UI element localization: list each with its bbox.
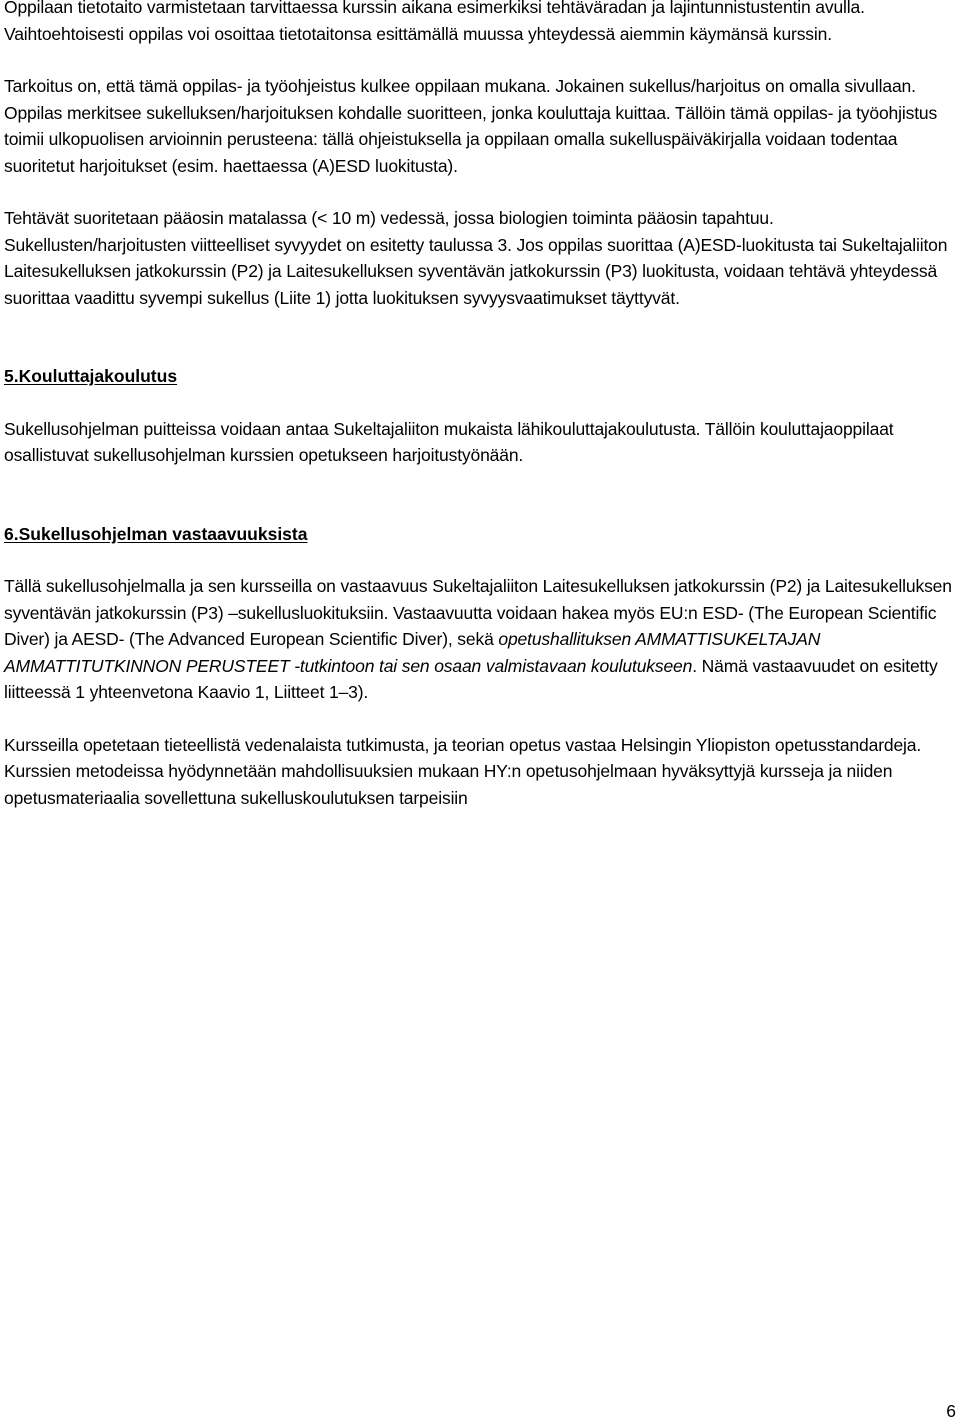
page-number: 6 (946, 1401, 956, 1421)
document-page (4, 0, 956, 811)
section-6-body-part2: . Nämä vastaavuudet on esitetty liitteessä 1 yhteenvetona Kaavio 1, Liitteet 1–3). (4, 655, 938, 702)
section-6-body-2: Kursseilla opetetaan tieteellistä vedenalaista tutkimusta, ja teorian opetus vastaa Helsingin Yliopiston opetusstandardeja. Kurssien metodeissa hyödynnetään mahdollisuuksien mukaan HY:n opetusohjelmaan hyväksyttyjä kursseja ja niiden opetusmateriaalia sovellettuna sukelluskoulutuksen tarpeisiin (4, 734, 922, 808)
section-gap (4, 311, 956, 363)
section-5-body: Sukellusohjelman puitteissa voidaan antaa Sukeltajaliiton mukaista lähikouluttajakoulutusta. Tällöin kouluttajaoppilaat osallistuvat sukellusohjelman kurssien opetukseen harjoitustyönään. (4, 418, 894, 465)
section-5-heading: 5.Kouluttajakoulutus (4, 366, 178, 386)
paragraph-gap (4, 179, 956, 205)
paragraph-gap (4, 547, 956, 573)
paragraph-gap (4, 706, 956, 732)
section-6-body-part1: Tällä sukellusohjelmalla ja sen kursseilla on vastaavuus Sukeltajaliiton Laitesukelluksen jatkokurssin (P2) ja Laitesukelluksen syventävän jatkokurssin (P3) –sukellusluokituksiin. Vastaavuutta voidaan hakea myös EU:n ESD- (The European Scientific Diver) ja AESD- (The Advanced European Scientific Diver), sekä (4, 576, 952, 649)
section-6-body (4, 573, 956, 706)
section-6-body-italic: opetushallituksen AMMATTISUKELTAJAN AMMATTITUTKINNON PERUSTEET -tutkintoon tai sen osaan valmistavaan koulutukseen (4, 629, 821, 676)
paragraph-skill-verification: Oppilaan tietotaito varmistetaan tarvittaessa kurssin aikana esimerkiksi tehtäväradan ja lajintunnistustentin avulla. Vaihtoehtoisesti oppilas voi osoittaa tietotaitonsa esittämällä muussa yhteydessä aiemmin käymänsä kurssin. (4, 0, 865, 44)
paragraph-tasks-depth: Tehtävät suoritetaan pääosin matalassa (< 10 m) vedessä, jossa biologien toiminta pääosin tapahtuu. Sukellusten/harjoitusten viitteelliset syvyydet on esitetty taulussa 3. Jos oppilas suorittaa (A)ESD-luokitusta tai Sukeltajaliiton Laitesukelluksen jatkokurssin (P2) ja Laitesukelluksen syventävän jatkokurssin (P3) luokitusta, voidaan tehtävä yhteydessä suorittaa vaadittu syvempi sukellus (Liite 1) jotta luokituksen syvyysvaatimukset täyttyvät. (4, 208, 948, 308)
paragraph-purpose: Tarkoitus on, että tämä oppilas- ja työohjeistus kulkee oppilaan mukana. Jokainen sukellus/harjoitus on omalla sivullaan. Oppilas merkitsee sukelluksen/harjoituksen kohdalle suoritteen, jonka kouluttaja kuittaa. Tällöin tämä oppilas- ja työohjistus toimii ulkopuolisen arvioinnin perusteena: tällä ohjeistuksella ja oppilaan omalla sukelluspäiväkirjalla voidaan todentaa suoritetut harjoitukset (esim. haettaessa (A)ESD luokitusta). (4, 76, 938, 176)
section-gap (4, 469, 956, 521)
paragraph-gap (4, 390, 956, 416)
section-6-heading: 6.Sukellusohjelman vastaavuuksista (4, 523, 308, 544)
paragraph-gap (4, 47, 956, 73)
